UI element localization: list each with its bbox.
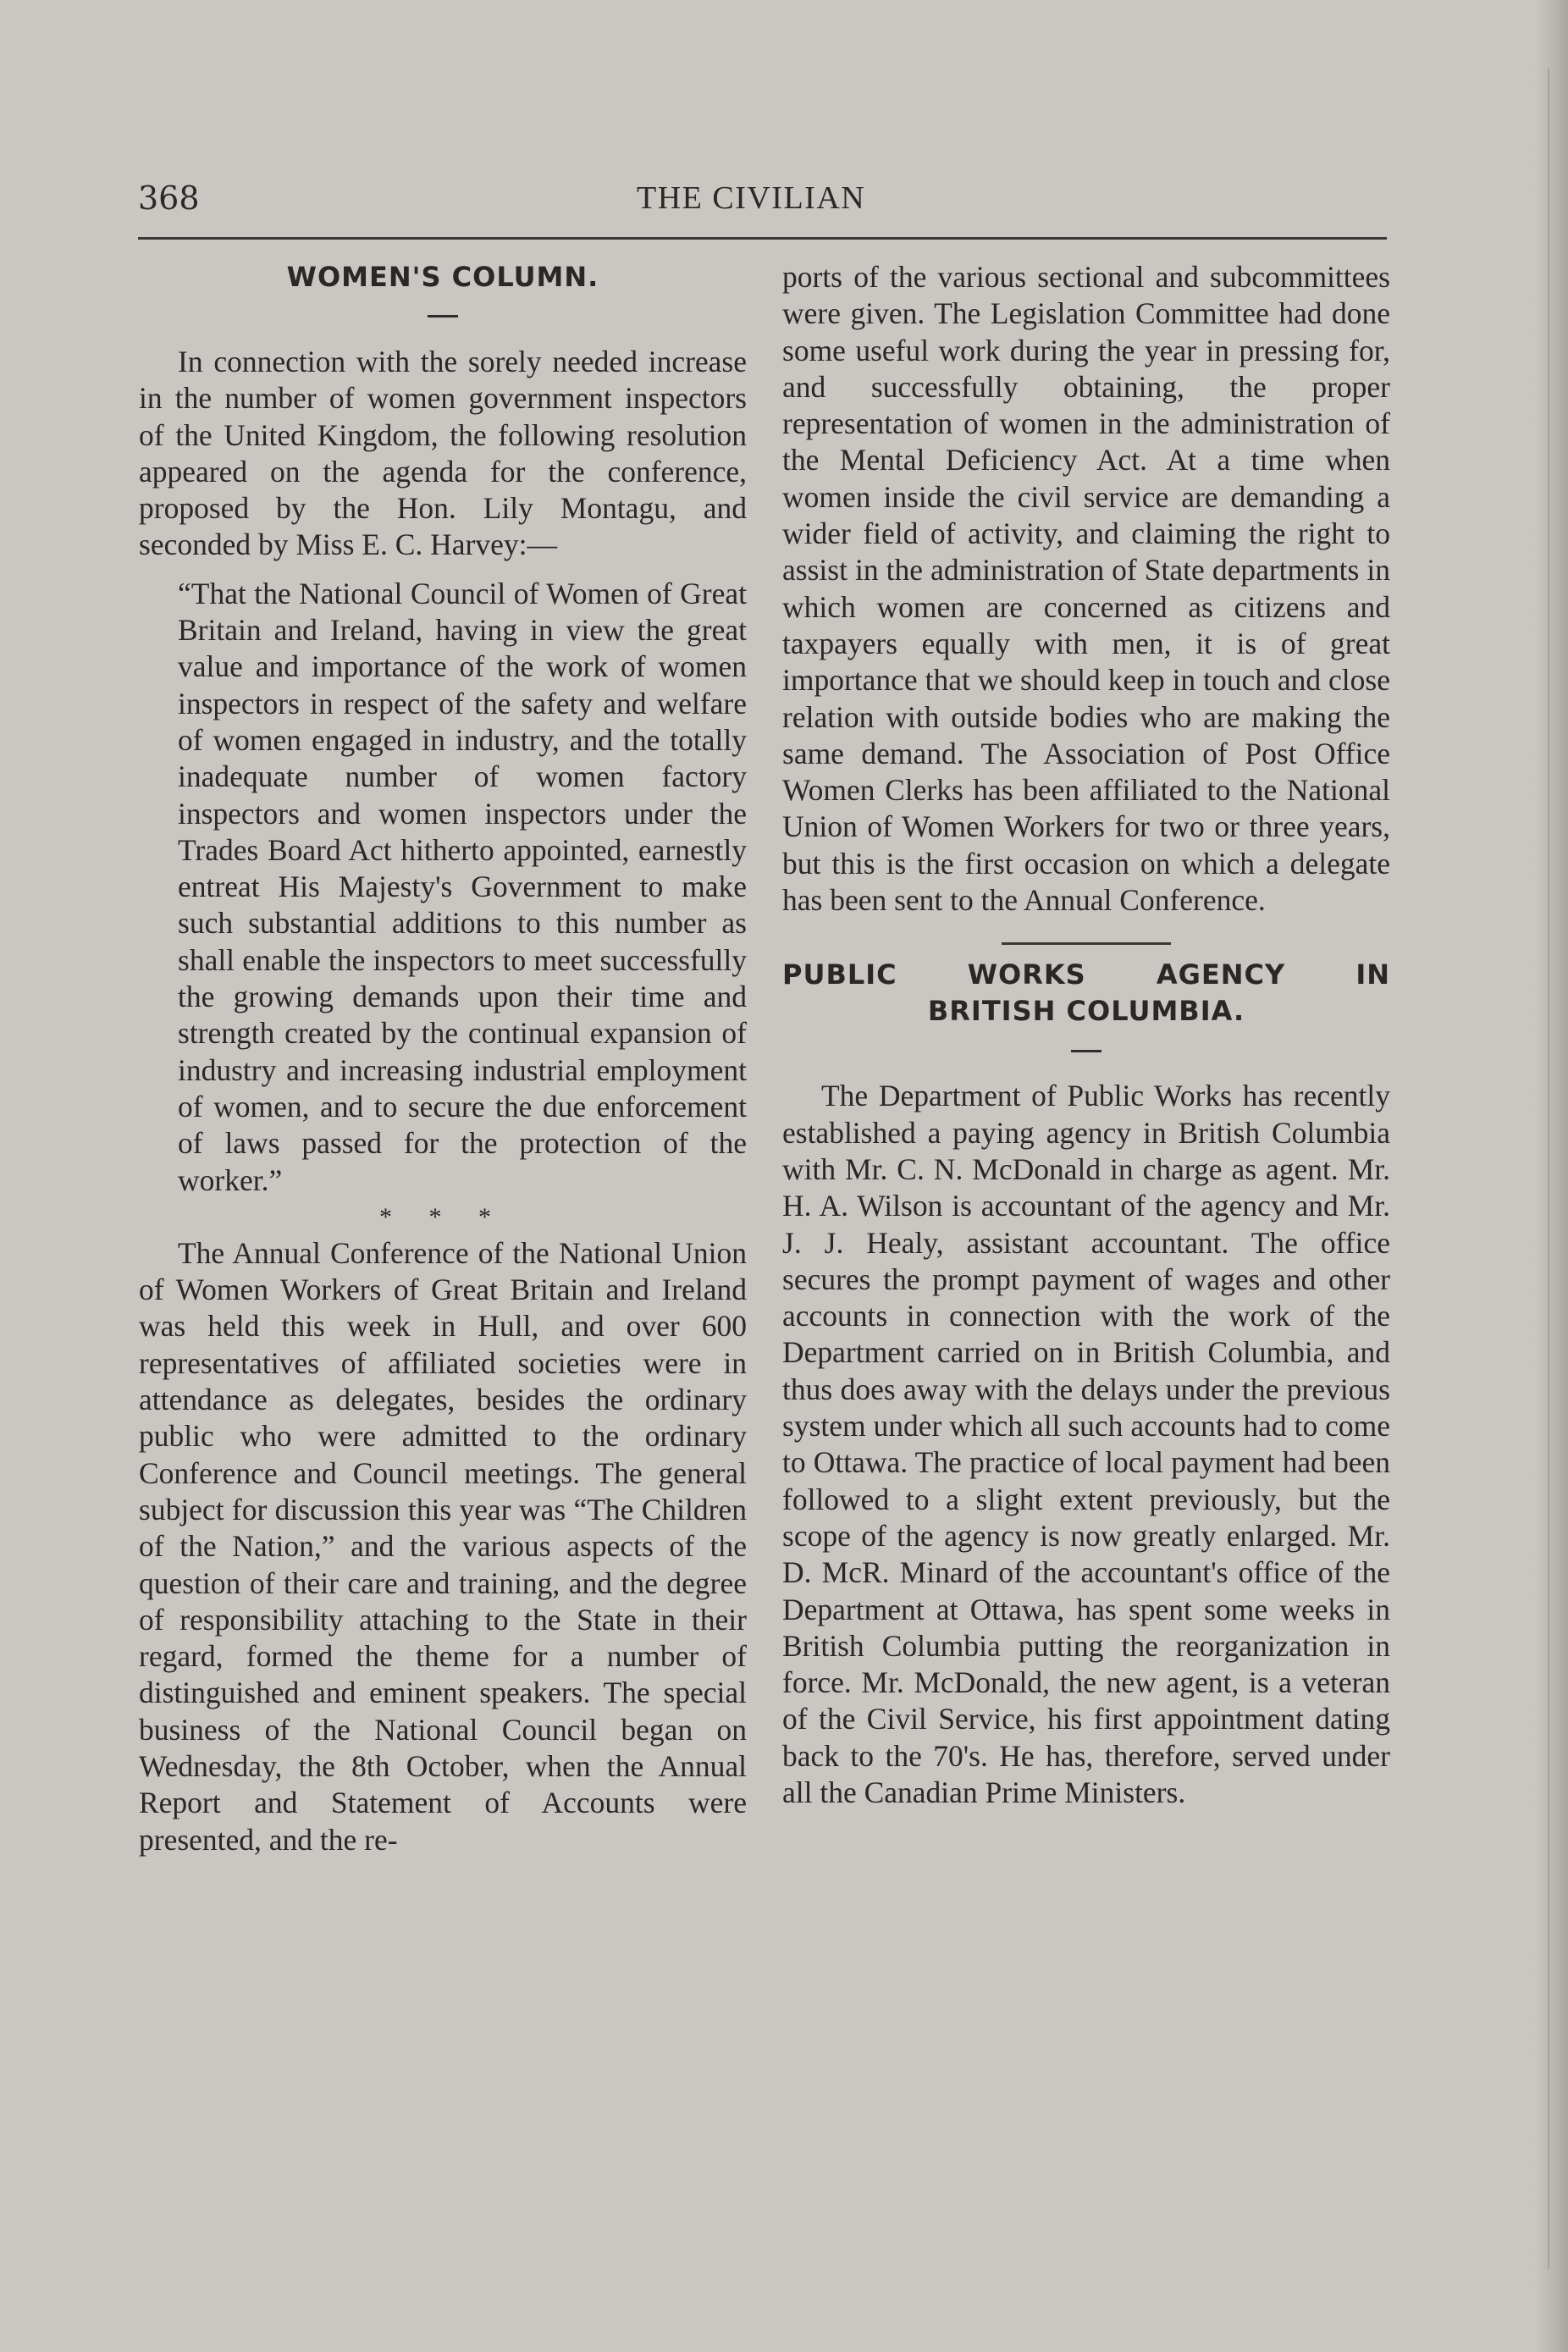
left-column bbox=[139, 259, 747, 1858]
womens-column-heading: WOMEN'S COLUMN. bbox=[286, 261, 599, 293]
paragraph: In connection with the sorely needed increase in the number of women government inspectors of the United Kingdom, the following resolution appeared on the agenda for the conference, proposed by the Hon. Lily Montagu, and seconded by Miss E. C. Harvey:— bbox=[139, 345, 747, 562]
journal-title: THE CIVILIAN bbox=[637, 180, 866, 216]
page-edge bbox=[1534, 0, 1568, 2352]
section-dash bbox=[782, 1030, 1390, 1066]
section-divider-stars: * * * bbox=[379, 1202, 506, 1231]
paragraph: The Annual Conference of the National Union of Women Workers of Great Britain and Ireland was held this week in Hull, and over 600 representatives of affiliated societies were in attendance as delegates, besides the ordinary public who were admitted to the ordinary Conference and Council meetings. The general subject for discussion this year was “The Children of the Nation,” and the various aspects of the question of their care and training, and the degree of responsibility attaching to the State in their regard, formed the theme for a number of distinguished and eminent speakers. The special business of the National Council began on Wednesday, the 8th October, when the Annual Report and Statement of Accounts were presented, and the re- bbox=[139, 1235, 747, 1857]
right-column bbox=[782, 259, 1390, 1811]
page-number: 368 bbox=[138, 179, 200, 217]
header-rule bbox=[138, 237, 1387, 240]
resolution-quote: “That the National Council of Women of Great Britain and Ireland, having in view the great value and importance of the work of women inspectors in respect of the safety and welfare of women engaged in industry, and the totally inadequate number of women factory inspectors and women inspectors under the Trades Board Act hitherto appointed, earnestly entreat His Majesty's Government to make such substantial additions to this number as shall enable the inspectors to meet successfully the growing demands upon their time and strength created by the continual expansion of industry and increasing industrial employment of women, and to secure the due enforcement of laws passed for the protection of the worker.” bbox=[178, 576, 747, 1197]
public-works-heading-line1: PUBLIC WORKS AGENCY IN bbox=[782, 958, 1390, 991]
paragraph: ports of the various sectional and subcommittees were given. The Legislation Committee had done some useful work during the year in pressing for, and successfully obtaining, the proper representation of women in the administration of the Mental Deficiency Act. At a time when women inside the civil service are demanding a wider field of activity, and claiming the right to assist in the administration of State departments in which women are concerned as citizens and taxpayers equally with men, it is of great importance that we should keep in touch and close relation with outside bodies who are making the same demand. The Association of Post Office Women Clerks has been affiliated to the National Union of Women Workers for two or three years, but this is the first occasion on which a delegate has been sent to the Annual Conference. bbox=[782, 260, 1390, 918]
paragraph: The Department of Public Works has recently established a paying agency in British Columbia with Mr. C. N. McDonald in charge as agent. Mr. H. A. Wilson is accountant of the agency and Mr. J. J. Healy, assistant accountant. The office secures the prompt payment of wages and other accounts in connection with the work of the Department carried on in British Columbia, and thus does away with the delays under the previous system under which all such accounts had to come to Ottawa. The practice of local payment had been followed to a slight extent previously, but the scope of the agency is now greatly enlarged. Mr. D. McR. Minard of the accountant's office of the Department at Ottawa, has spent some weeks in British Columbia putting the reorganization in force. Mr. McDonald, the new agent, is a veteran of the Civil Service, his first appointment dating back to the 70's. He has, therefore, served under all the Canadian Prime Ministers. bbox=[782, 1079, 1390, 1809]
public-works-heading-line2: BRITISH COLUMBIA. bbox=[927, 995, 1245, 1028]
section-rule bbox=[1002, 942, 1171, 945]
page-edge-line bbox=[1548, 68, 1549, 2269]
section-dash bbox=[139, 295, 747, 332]
